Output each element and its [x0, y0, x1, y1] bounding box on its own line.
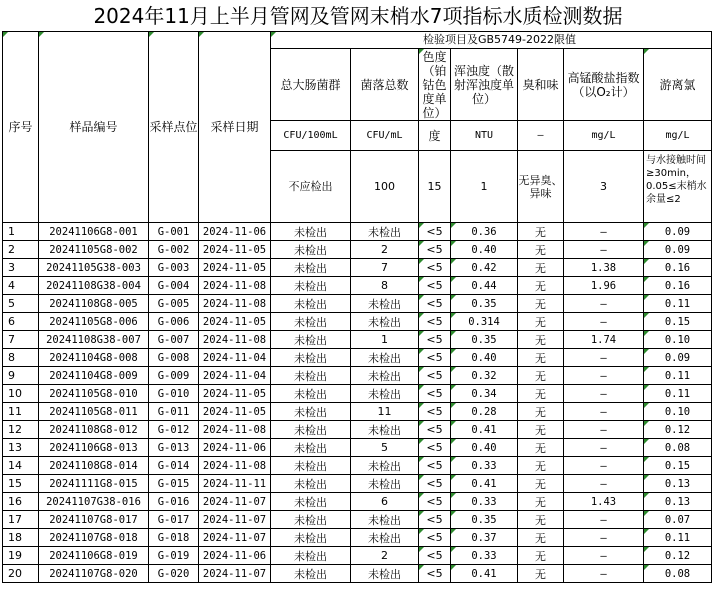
limit-coliform: 不应检出 [271, 151, 351, 223]
cell-site: G-012 [149, 421, 199, 439]
cell-odor: 无 [518, 403, 564, 421]
cell-colony: 11 [351, 403, 419, 421]
cell-site: G-014 [149, 457, 199, 475]
cell-color: <5 [419, 259, 451, 277]
cell-seq: 3 [3, 259, 39, 277]
cell-permanganate: 1.43 [564, 493, 644, 511]
cell-odor: 无 [518, 367, 564, 385]
cell-sample-no: 20241108G38-007 [39, 331, 149, 349]
cell-date: 2024-11-08 [199, 331, 271, 349]
cell-date: 2024-11-05 [199, 385, 271, 403]
limit-odor: 无异臭、异味 [518, 151, 564, 223]
cell-site: G-013 [149, 439, 199, 457]
header-item-color: 色度（铂钴色度单位） [419, 49, 451, 121]
table-row [3, 511, 712, 529]
cell-colony: 7 [351, 259, 419, 277]
cell-permanganate: — [564, 565, 644, 583]
cell-sample-no: 20241105G8-011 [39, 403, 149, 421]
cell-site: G-010 [149, 385, 199, 403]
cell-odor: 无 [518, 547, 564, 565]
cell-date: 2024-11-05 [199, 403, 271, 421]
cell-color: <5 [419, 511, 451, 529]
cell-color: <5 [419, 439, 451, 457]
unit-turbidity: NTU [451, 121, 518, 151]
cell-turbidity: 0.42 [451, 259, 518, 277]
cell-coliform: 未检出 [271, 331, 351, 349]
cell-color: <5 [419, 241, 451, 259]
cell-sample-no: 20241106G8-019 [39, 547, 149, 565]
table-row [3, 241, 712, 259]
cell-color: <5 [419, 493, 451, 511]
cell-seq: 11 [3, 403, 39, 421]
header-date: 采样日期 [199, 32, 271, 223]
cell-chlorine: 0.12 [644, 547, 712, 565]
unit-coliform: CFU/100mL [271, 121, 351, 151]
limit-turbidity: 1 [451, 151, 518, 223]
cell-turbidity: 0.32 [451, 367, 518, 385]
cell-permanganate: — [564, 403, 644, 421]
cell-color: <5 [419, 421, 451, 439]
cell-date: 2024-11-07 [199, 493, 271, 511]
table-row [3, 547, 712, 565]
cell-odor: 无 [518, 475, 564, 493]
table-row [3, 295, 712, 313]
header-site: 采样点位 [149, 32, 199, 223]
cell-sample-no: 20241105G38-003 [39, 259, 149, 277]
cell-seq: 16 [3, 493, 39, 511]
cell-date: 2024-11-07 [199, 511, 271, 529]
cell-site: G-009 [149, 367, 199, 385]
cell-sample-no: 20241106G8-001 [39, 223, 149, 241]
cell-chlorine: 0.09 [644, 349, 712, 367]
cell-odor: 无 [518, 439, 564, 457]
cell-coliform: 未检出 [271, 421, 351, 439]
cell-odor: 无 [518, 277, 564, 295]
cell-date: 2024-11-06 [199, 223, 271, 241]
cell-colony: 8 [351, 277, 419, 295]
cell-coliform: 未检出 [271, 439, 351, 457]
cell-date: 2024-11-05 [199, 259, 271, 277]
cell-odor: 无 [518, 241, 564, 259]
cell-chlorine: 0.11 [644, 295, 712, 313]
cell-sample-no: 20241107G38-016 [39, 493, 149, 511]
cell-site: G-003 [149, 259, 199, 277]
cell-turbidity: 0.36 [451, 223, 518, 241]
cell-site: G-005 [149, 295, 199, 313]
cell-site: G-019 [149, 547, 199, 565]
cell-chlorine: 0.09 [644, 241, 712, 259]
cell-colony: 未检出 [351, 349, 419, 367]
cell-seq: 10 [3, 385, 39, 403]
cell-sample-no: 20241105G8-010 [39, 385, 149, 403]
cell-odor: 无 [518, 421, 564, 439]
cell-seq: 2 [3, 241, 39, 259]
cell-colony: 未检出 [351, 421, 419, 439]
cell-chlorine: 0.10 [644, 331, 712, 349]
cell-permanganate: — [564, 295, 644, 313]
table-row [3, 223, 712, 241]
limit-colony: 100 [351, 151, 419, 223]
cell-turbidity: 0.41 [451, 421, 518, 439]
cell-sample-no: 20241104G8-009 [39, 367, 149, 385]
cell-colony: 未检出 [351, 565, 419, 583]
cell-seq: 6 [3, 313, 39, 331]
cell-chlorine: 0.11 [644, 367, 712, 385]
cell-site: G-006 [149, 313, 199, 331]
cell-site: G-011 [149, 403, 199, 421]
cell-permanganate: — [564, 313, 644, 331]
cell-site: G-018 [149, 529, 199, 547]
unit-chlorine: mg/L [644, 121, 712, 151]
cell-colony: 2 [351, 547, 419, 565]
cell-turbidity: 0.314 [451, 313, 518, 331]
cell-color: <5 [419, 385, 451, 403]
cell-turbidity: 0.35 [451, 295, 518, 313]
unit-color: 度 [419, 121, 451, 151]
cell-seq: 13 [3, 439, 39, 457]
cell-color: <5 [419, 403, 451, 421]
table-row [3, 277, 712, 295]
cell-color: <5 [419, 565, 451, 583]
cell-odor: 无 [518, 331, 564, 349]
cell-site: G-015 [149, 475, 199, 493]
cell-date: 2024-11-08 [199, 295, 271, 313]
header-seq: 序号 [3, 32, 39, 223]
cell-date: 2024-11-04 [199, 367, 271, 385]
cell-color: <5 [419, 313, 451, 331]
limit-permanganate: 3 [564, 151, 644, 223]
cell-chlorine: 0.16 [644, 277, 712, 295]
cell-permanganate: — [564, 421, 644, 439]
cell-seq: 20 [3, 565, 39, 583]
cell-site: G-004 [149, 277, 199, 295]
cell-date: 2024-11-04 [199, 349, 271, 367]
table-row [3, 421, 712, 439]
cell-chlorine: 0.09 [644, 223, 712, 241]
cell-coliform: 未检出 [271, 529, 351, 547]
table-row [3, 385, 712, 403]
cell-sample-no: 20241108G8-012 [39, 421, 149, 439]
header-item-colony: 菌落总数 [351, 49, 419, 121]
cell-turbidity: 0.35 [451, 511, 518, 529]
cell-coliform: 未检出 [271, 295, 351, 313]
limit-color: 15 [419, 151, 451, 223]
cell-odor: 无 [518, 313, 564, 331]
cell-color: <5 [419, 547, 451, 565]
cell-chlorine: 0.07 [644, 511, 712, 529]
cell-date: 2024-11-08 [199, 421, 271, 439]
cell-site: G-020 [149, 565, 199, 583]
cell-chlorine: 0.15 [644, 457, 712, 475]
table-row [3, 565, 712, 583]
cell-color: <5 [419, 331, 451, 349]
cell-date: 2024-11-06 [199, 439, 271, 457]
cell-seq: 9 [3, 367, 39, 385]
cell-seq: 18 [3, 529, 39, 547]
cell-coliform: 未检出 [271, 277, 351, 295]
table-row [3, 475, 712, 493]
cell-turbidity: 0.33 [451, 547, 518, 565]
cell-coliform: 未检出 [271, 457, 351, 475]
cell-colony: 5 [351, 439, 419, 457]
cell-coliform: 未检出 [271, 367, 351, 385]
cell-seq: 7 [3, 331, 39, 349]
cell-site: G-016 [149, 493, 199, 511]
cell-permanganate: — [564, 241, 644, 259]
cell-colony: 未检出 [351, 529, 419, 547]
cell-permanganate: — [564, 349, 644, 367]
table-row [3, 457, 712, 475]
cell-color: <5 [419, 349, 451, 367]
cell-turbidity: 0.28 [451, 403, 518, 421]
cell-color: <5 [419, 457, 451, 475]
cell-turbidity: 0.37 [451, 529, 518, 547]
cell-turbidity: 0.40 [451, 241, 518, 259]
table-row [3, 493, 712, 511]
cell-sample-no: 20241106G8-013 [39, 439, 149, 457]
cell-sample-no: 20241108G38-004 [39, 277, 149, 295]
cell-colony: 6 [351, 493, 419, 511]
cell-sample-no: 20241105G8-002 [39, 241, 149, 259]
header-group: 检验项目及GB5749-2022限值 [271, 32, 712, 49]
cell-colony: 未检出 [351, 475, 419, 493]
cell-color: <5 [419, 475, 451, 493]
cell-date: 2024-11-06 [199, 547, 271, 565]
cell-coliform: 未检出 [271, 547, 351, 565]
cell-colony: 未检出 [351, 367, 419, 385]
cell-chlorine: 0.11 [644, 529, 712, 547]
cell-coliform: 未检出 [271, 313, 351, 331]
cell-site: G-002 [149, 241, 199, 259]
cell-colony: 1 [351, 331, 419, 349]
cell-odor: 无 [518, 457, 564, 475]
cell-date: 2024-11-07 [199, 565, 271, 583]
table-row [3, 529, 712, 547]
cell-odor: 无 [518, 385, 564, 403]
cell-sample-no: 20241108G8-005 [39, 295, 149, 313]
cell-date: 2024-11-07 [199, 529, 271, 547]
cell-seq: 15 [3, 475, 39, 493]
cell-chlorine: 0.08 [644, 565, 712, 583]
cell-sample-no: 20241108G8-014 [39, 457, 149, 475]
cell-odor: 无 [518, 529, 564, 547]
table-row [3, 259, 712, 277]
cell-site: G-001 [149, 223, 199, 241]
cell-permanganate: 1.74 [564, 331, 644, 349]
cell-odor: 无 [518, 493, 564, 511]
cell-permanganate: — [564, 457, 644, 475]
cell-turbidity: 0.44 [451, 277, 518, 295]
cell-turbidity: 0.41 [451, 565, 518, 583]
cell-date: 2024-11-05 [199, 241, 271, 259]
cell-coliform: 未检出 [271, 511, 351, 529]
header-item-odor: 臭和味 [518, 49, 564, 121]
cell-chlorine: 0.08 [644, 439, 712, 457]
cell-permanganate: — [564, 223, 644, 241]
cell-odor: 无 [518, 223, 564, 241]
cell-turbidity: 0.33 [451, 493, 518, 511]
cell-seq: 4 [3, 277, 39, 295]
cell-color: <5 [419, 223, 451, 241]
cell-permanganate: 1.96 [564, 277, 644, 295]
cell-coliform: 未检出 [271, 493, 351, 511]
cell-odor: 无 [518, 259, 564, 277]
water-quality-table [2, 31, 712, 583]
cell-colony: 未检出 [351, 295, 419, 313]
cell-coliform: 未检出 [271, 565, 351, 583]
cell-seq: 17 [3, 511, 39, 529]
cell-turbidity: 0.41 [451, 475, 518, 493]
cell-colony: 未检出 [351, 511, 419, 529]
cell-turbidity: 0.34 [451, 385, 518, 403]
cell-permanganate: — [564, 475, 644, 493]
header-sample-no: 样品编号 [39, 32, 149, 223]
header-item-permanganate: 高锰酸盐指数（以O₂计） [564, 49, 644, 121]
cell-sample-no: 20241107G8-020 [39, 565, 149, 583]
cell-coliform: 未检出 [271, 223, 351, 241]
cell-coliform: 未检出 [271, 259, 351, 277]
cell-colony: 未检出 [351, 457, 419, 475]
cell-date: 2024-11-08 [199, 277, 271, 295]
cell-permanganate: — [564, 367, 644, 385]
cell-permanganate: — [564, 511, 644, 529]
table-row [3, 439, 712, 457]
cell-colony: 未检出 [351, 313, 419, 331]
cell-coliform: 未检出 [271, 349, 351, 367]
cell-odor: 无 [518, 511, 564, 529]
cell-chlorine: 0.13 [644, 475, 712, 493]
cell-color: <5 [419, 277, 451, 295]
cell-seq: 1 [3, 223, 39, 241]
cell-sample-no: 20241105G8-006 [39, 313, 149, 331]
cell-turbidity: 0.40 [451, 439, 518, 457]
cell-permanganate: — [564, 529, 644, 547]
cell-site: G-017 [149, 511, 199, 529]
cell-date: 2024-11-08 [199, 457, 271, 475]
cell-coliform: 未检出 [271, 241, 351, 259]
cell-odor: 无 [518, 349, 564, 367]
cell-colony: 2 [351, 241, 419, 259]
cell-site: G-008 [149, 349, 199, 367]
cell-sample-no: 20241111G8-015 [39, 475, 149, 493]
limit-chlorine: 与水接触时间≥30min，0.05≤末梢水余量≤2 [644, 151, 712, 223]
cell-sample-no: 20241107G8-018 [39, 529, 149, 547]
cell-colony: 未检出 [351, 223, 419, 241]
cell-chlorine: 0.13 [644, 493, 712, 511]
cell-site: G-007 [149, 331, 199, 349]
cell-permanganate: 1.38 [564, 259, 644, 277]
table-row [3, 313, 712, 331]
cell-sample-no: 20241104G8-008 [39, 349, 149, 367]
header-item-turbidity: 浑浊度（散射浑浊度单位） [451, 49, 518, 121]
cell-turbidity: 0.33 [451, 457, 518, 475]
cell-date: 2024-11-11 [199, 475, 271, 493]
unit-permanganate: mg/L [564, 121, 644, 151]
unit-odor: — [518, 121, 564, 151]
unit-colony: CFU/mL [351, 121, 419, 151]
cell-turbidity: 0.35 [451, 331, 518, 349]
cell-date: 2024-11-05 [199, 313, 271, 331]
header-item-chlorine: 游离氯 [644, 49, 712, 121]
cell-coliform: 未检出 [271, 403, 351, 421]
page-title: 2024年11月上半月管网及管网末梢水7项指标水质检测数据 [93, 4, 623, 28]
cell-odor: 无 [518, 295, 564, 313]
cell-colony: 未检出 [351, 385, 419, 403]
table-row [3, 367, 712, 385]
cell-sample-no: 20241107G8-017 [39, 511, 149, 529]
cell-chlorine: 0.11 [644, 385, 712, 403]
cell-color: <5 [419, 367, 451, 385]
cell-seq: 12 [3, 421, 39, 439]
table-row [3, 331, 712, 349]
cell-color: <5 [419, 295, 451, 313]
cell-permanganate: — [564, 439, 644, 457]
cell-seq: 19 [3, 547, 39, 565]
cell-seq: 5 [3, 295, 39, 313]
header-item-coliform: 总大肠菌群 [271, 49, 351, 121]
cell-chlorine: 0.15 [644, 313, 712, 331]
cell-seq: 14 [3, 457, 39, 475]
table-row [3, 349, 712, 367]
cell-coliform: 未检出 [271, 385, 351, 403]
cell-chlorine: 0.16 [644, 259, 712, 277]
cell-turbidity: 0.40 [451, 349, 518, 367]
cell-seq: 8 [3, 349, 39, 367]
cell-coliform: 未检出 [271, 475, 351, 493]
cell-chlorine: 0.12 [644, 421, 712, 439]
cell-permanganate: — [564, 547, 644, 565]
table-row [3, 403, 712, 421]
cell-color: <5 [419, 529, 451, 547]
cell-chlorine: 0.10 [644, 403, 712, 421]
cell-permanganate: — [564, 385, 644, 403]
cell-odor: 无 [518, 565, 564, 583]
